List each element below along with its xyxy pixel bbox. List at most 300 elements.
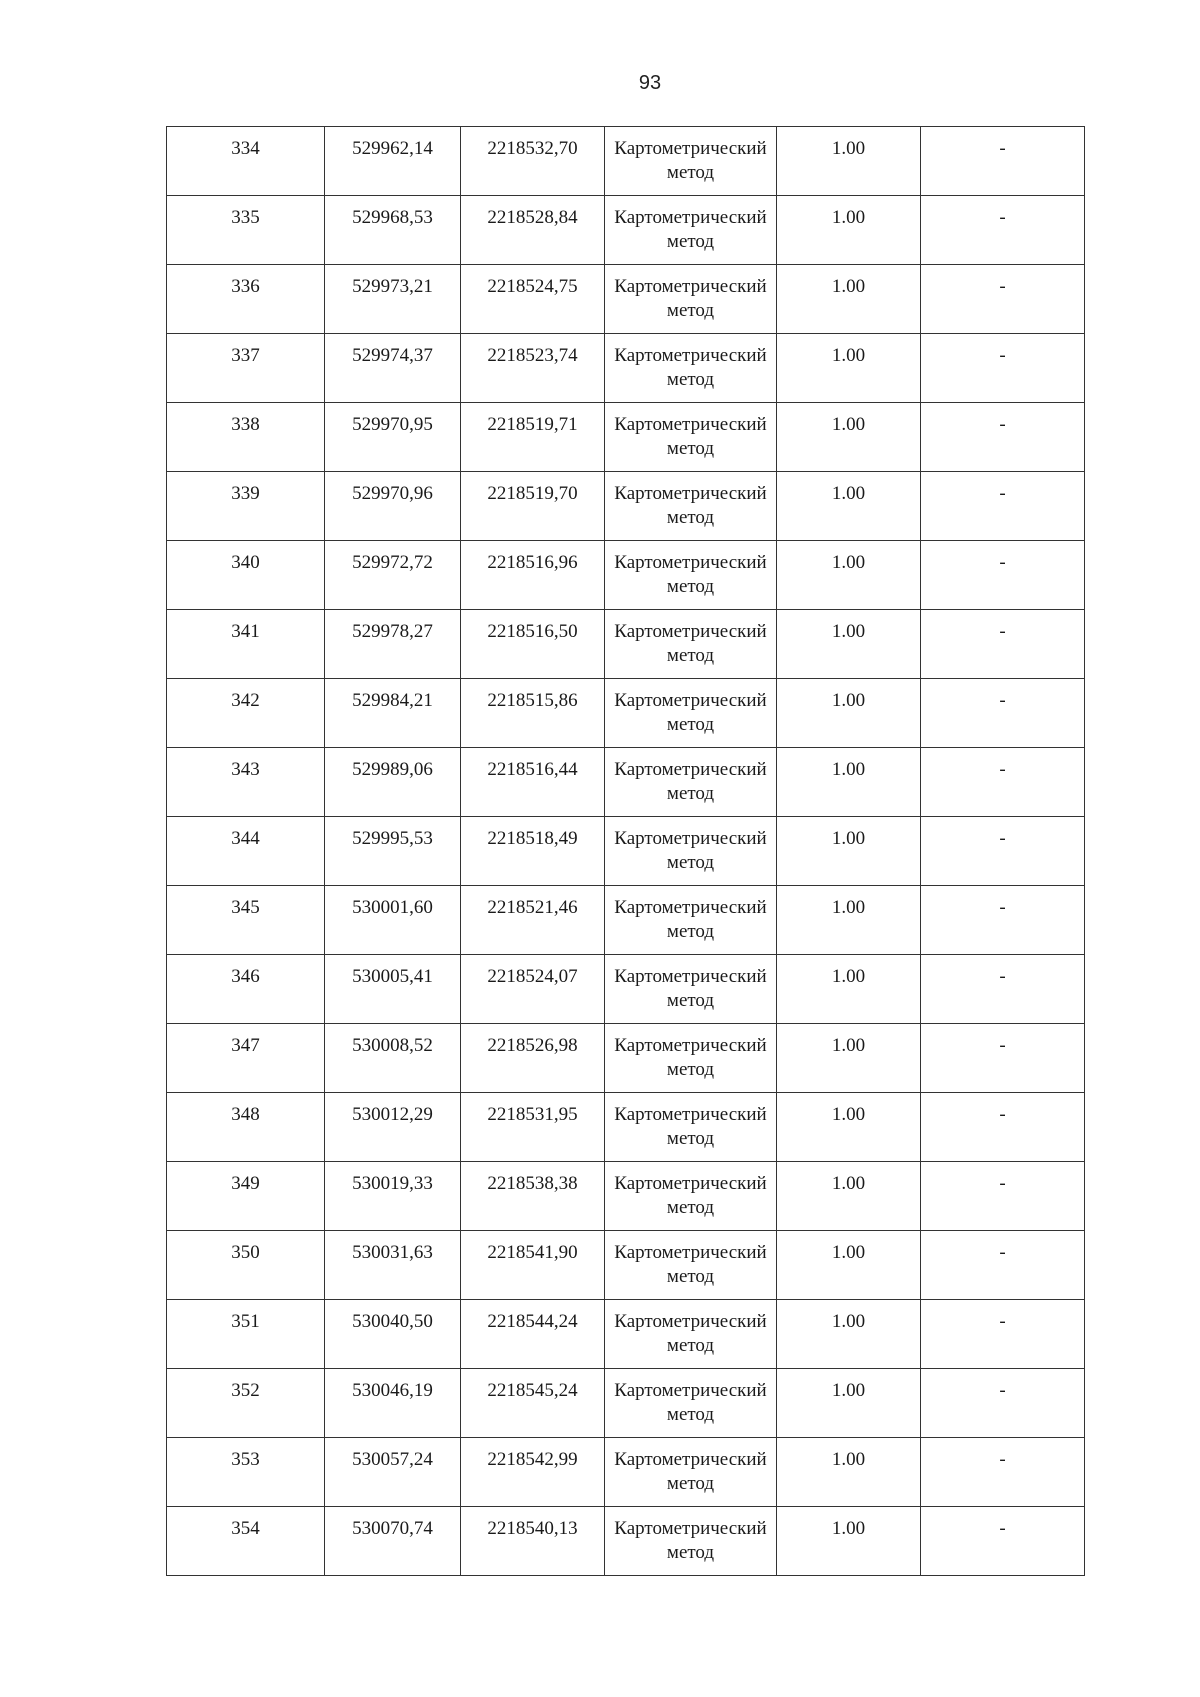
- note-cell: [921, 196, 1085, 265]
- point-number: 334: [231, 138, 260, 159]
- method-cell: [605, 748, 777, 817]
- accuracy-cell: [777, 748, 921, 817]
- y-coordinate-cell: [461, 1300, 605, 1369]
- accuracy-cell: [777, 334, 921, 403]
- point-number-cell: [167, 748, 325, 817]
- x-coordinate-cell: [325, 196, 461, 265]
- accuracy-cell: [777, 1300, 921, 1369]
- note-cell: [921, 1231, 1085, 1300]
- point-number-cell: [167, 127, 325, 196]
- accuracy-cell: [777, 1093, 921, 1162]
- point-number-cell: [167, 472, 325, 541]
- method-line-1: Картометрический: [614, 1311, 767, 1332]
- method-text: [605, 1162, 776, 1220]
- y-coordinate-cell: [461, 748, 605, 817]
- coordinates-table: [166, 126, 1085, 1576]
- accuracy-value: 1.00: [831, 1035, 866, 1056]
- y-coordinate-cell: [461, 265, 605, 334]
- point-number-cell: [167, 1024, 325, 1093]
- x-coordinate-cell: [325, 955, 461, 1024]
- note-cell: [921, 541, 1085, 610]
- method-line-2: метод: [666, 1473, 715, 1494]
- y-coordinate-cell: [461, 955, 605, 1024]
- y-coordinate: 2218544,24: [487, 1311, 578, 1332]
- table-row: [167, 196, 1085, 265]
- method-line-2: метод: [666, 231, 715, 252]
- note-value: -: [999, 897, 1006, 918]
- accuracy-cell: [777, 541, 921, 610]
- y-coordinate-cell: [461, 1369, 605, 1438]
- method-text: [605, 1093, 776, 1151]
- note-value: -: [999, 1311, 1006, 1332]
- table-row: [167, 1438, 1085, 1507]
- method-line-2: метод: [666, 369, 715, 390]
- page-number: 93: [638, 72, 662, 94]
- table-row: [167, 1093, 1085, 1162]
- note-cell: [921, 127, 1085, 196]
- accuracy-value: 1.00: [831, 552, 866, 573]
- point-number: 350: [231, 1242, 260, 1263]
- method-cell: [605, 1369, 777, 1438]
- point-number-cell: [167, 1438, 325, 1507]
- x-coordinate: 530001,60: [352, 897, 433, 918]
- point-number-cell: [167, 679, 325, 748]
- x-coordinate: 529970,96: [352, 483, 433, 504]
- note-cell: [921, 334, 1085, 403]
- note-value: -: [999, 483, 1006, 504]
- y-coordinate-cell: [461, 610, 605, 679]
- method-cell: [605, 1300, 777, 1369]
- table-row: [167, 1507, 1085, 1576]
- method-line-1: Картометрический: [614, 690, 767, 711]
- point-number-cell: [167, 1369, 325, 1438]
- method-cell: [605, 334, 777, 403]
- method-cell: [605, 1162, 777, 1231]
- note-cell: [921, 1369, 1085, 1438]
- method-text: [605, 127, 776, 185]
- point-number: 346: [231, 966, 260, 987]
- method-text: [605, 1507, 776, 1565]
- method-text: [605, 541, 776, 599]
- x-coordinate: 529962,14: [352, 138, 433, 159]
- method-line-2: метод: [666, 1404, 715, 1425]
- method-cell: [605, 817, 777, 886]
- table-row: [167, 403, 1085, 472]
- method-cell: [605, 1093, 777, 1162]
- method-line-2: метод: [666, 507, 715, 528]
- method-cell: [605, 265, 777, 334]
- method-line-2: метод: [666, 1266, 715, 1287]
- method-cell: [605, 403, 777, 472]
- method-line-2: метод: [666, 852, 715, 873]
- x-coordinate: 530031,63: [352, 1242, 433, 1263]
- accuracy-cell: [777, 886, 921, 955]
- method-text: [605, 1231, 776, 1289]
- method-text: [605, 610, 776, 668]
- y-coordinate-cell: [461, 403, 605, 472]
- table-row: [167, 886, 1085, 955]
- accuracy-value: 1.00: [831, 1311, 866, 1332]
- y-coordinate: 2218516,96: [487, 552, 578, 573]
- y-coordinate: 2218540,13: [487, 1518, 578, 1539]
- note-cell: [921, 1438, 1085, 1507]
- method-line-1: Картометрический: [614, 828, 767, 849]
- table-row: [167, 679, 1085, 748]
- y-coordinate-cell: [461, 1231, 605, 1300]
- point-number: 343: [231, 759, 260, 780]
- accuracy-value: 1.00: [831, 1104, 866, 1125]
- point-number: 348: [231, 1104, 260, 1125]
- accuracy-cell: [777, 1438, 921, 1507]
- accuracy-cell: [777, 127, 921, 196]
- note-value: -: [999, 552, 1006, 573]
- x-coordinate: 530019,33: [352, 1173, 433, 1194]
- note-value: -: [999, 207, 1006, 228]
- y-coordinate-cell: [461, 472, 605, 541]
- point-number: 351: [231, 1311, 260, 1332]
- method-cell: [605, 886, 777, 955]
- method-cell: [605, 472, 777, 541]
- point-number-cell: [167, 403, 325, 472]
- y-coordinate: 2218516,50: [487, 621, 578, 642]
- method-text: [605, 196, 776, 254]
- note-cell: [921, 817, 1085, 886]
- accuracy-value: 1.00: [831, 1518, 866, 1539]
- method-line-2: метод: [666, 921, 715, 942]
- point-number: 347: [231, 1035, 260, 1056]
- accuracy-cell: [777, 265, 921, 334]
- note-cell: [921, 1093, 1085, 1162]
- method-cell: [605, 1024, 777, 1093]
- note-cell: [921, 955, 1085, 1024]
- y-coordinate-cell: [461, 127, 605, 196]
- table-row: [167, 1300, 1085, 1369]
- method-line-1: Картометрический: [614, 1173, 767, 1194]
- point-number: 338: [231, 414, 260, 435]
- accuracy-value: 1.00: [831, 1242, 866, 1263]
- note-cell: [921, 679, 1085, 748]
- accuracy-cell: [777, 196, 921, 265]
- y-coordinate-cell: [461, 679, 605, 748]
- accuracy-value: 1.00: [831, 828, 866, 849]
- table-row: [167, 265, 1085, 334]
- method-line-1: Картометрический: [614, 1104, 767, 1125]
- note-value: -: [999, 138, 1006, 159]
- note-value: -: [999, 276, 1006, 297]
- note-value: -: [999, 1518, 1006, 1539]
- y-coordinate: 2218524,07: [487, 966, 578, 987]
- y-coordinate: 2218538,38: [487, 1173, 578, 1194]
- method-line-2: метод: [666, 576, 715, 597]
- y-coordinate: 2218526,98: [487, 1035, 578, 1056]
- y-coordinate: 2218545,24: [487, 1380, 578, 1401]
- accuracy-value: 1.00: [831, 759, 866, 780]
- x-coordinate: 529968,53: [352, 207, 433, 228]
- method-text: [605, 886, 776, 944]
- point-number: 339: [231, 483, 260, 504]
- point-number: 340: [231, 552, 260, 573]
- y-coordinate-cell: [461, 541, 605, 610]
- method-cell: [605, 541, 777, 610]
- y-coordinate-cell: [461, 1024, 605, 1093]
- accuracy-value: 1.00: [831, 690, 866, 711]
- method-line-2: метод: [666, 162, 715, 183]
- x-coordinate-cell: [325, 817, 461, 886]
- x-coordinate-cell: [325, 472, 461, 541]
- x-coordinate-cell: [325, 748, 461, 817]
- x-coordinate-cell: [325, 403, 461, 472]
- accuracy-cell: [777, 1162, 921, 1231]
- method-line-2: метод: [666, 1059, 715, 1080]
- x-coordinate: 530070,74: [352, 1518, 433, 1539]
- note-cell: [921, 472, 1085, 541]
- x-coordinate: 530005,41: [352, 966, 433, 987]
- method-cell: [605, 679, 777, 748]
- method-text: [605, 1369, 776, 1427]
- x-coordinate: 530008,52: [352, 1035, 433, 1056]
- method-line-1: Картометрический: [614, 1380, 767, 1401]
- x-coordinate-cell: [325, 1507, 461, 1576]
- x-coordinate: 529974,37: [352, 345, 433, 366]
- note-value: -: [999, 1173, 1006, 1194]
- method-line-2: метод: [666, 990, 715, 1011]
- y-coordinate: 2218528,84: [487, 207, 578, 228]
- x-coordinate-cell: [325, 1093, 461, 1162]
- table-row: [167, 1024, 1085, 1093]
- y-coordinate-cell: [461, 1507, 605, 1576]
- y-coordinate: 2218519,70: [487, 483, 578, 504]
- y-coordinate-cell: [461, 1438, 605, 1507]
- point-number: 336: [231, 276, 260, 297]
- point-number-cell: [167, 1300, 325, 1369]
- x-coordinate-cell: [325, 679, 461, 748]
- accuracy-cell: [777, 817, 921, 886]
- method-line-1: Картометрический: [614, 414, 767, 435]
- point-number-cell: [167, 196, 325, 265]
- note-cell: [921, 1162, 1085, 1231]
- table-row: [167, 1162, 1085, 1231]
- y-coordinate: 2218542,99: [487, 1449, 578, 1470]
- note-cell: [921, 1024, 1085, 1093]
- table-row: [167, 955, 1085, 1024]
- point-number-cell: [167, 886, 325, 955]
- method-line-1: Картометрический: [614, 1449, 767, 1470]
- method-line-1: Картометрический: [614, 552, 767, 573]
- accuracy-cell: [777, 1369, 921, 1438]
- method-line-2: метод: [666, 1335, 715, 1356]
- point-number-cell: [167, 955, 325, 1024]
- note-value: -: [999, 345, 1006, 366]
- method-line-2: метод: [666, 645, 715, 666]
- method-line-2: метод: [666, 1197, 715, 1218]
- x-coordinate-cell: [325, 127, 461, 196]
- point-number: 335: [231, 207, 260, 228]
- x-coordinate: 529970,95: [352, 414, 433, 435]
- y-coordinate-cell: [461, 886, 605, 955]
- table-row: [167, 127, 1085, 196]
- y-coordinate: 2218521,46: [487, 897, 578, 918]
- table-row: [167, 748, 1085, 817]
- accuracy-value: 1.00: [831, 414, 866, 435]
- method-line-1: Картометрический: [614, 345, 767, 366]
- method-cell: [605, 196, 777, 265]
- table-body: [167, 127, 1085, 1576]
- method-line-1: Картометрический: [614, 621, 767, 642]
- note-cell: [921, 403, 1085, 472]
- x-coordinate-cell: [325, 1300, 461, 1369]
- x-coordinate: 530057,24: [352, 1449, 433, 1470]
- method-line-2: метод: [666, 1128, 715, 1149]
- accuracy-value: 1.00: [831, 483, 866, 504]
- method-text: [605, 1024, 776, 1082]
- table-row: [167, 541, 1085, 610]
- method-text: [605, 334, 776, 392]
- note-cell: [921, 886, 1085, 955]
- x-coordinate-cell: [325, 334, 461, 403]
- accuracy-cell: [777, 1231, 921, 1300]
- accuracy-value: 1.00: [831, 897, 866, 918]
- y-coordinate: 2218519,71: [487, 414, 578, 435]
- note-value: -: [999, 1104, 1006, 1125]
- method-cell: [605, 127, 777, 196]
- note-cell: [921, 748, 1085, 817]
- point-number: 341: [231, 621, 260, 642]
- note-value: -: [999, 621, 1006, 642]
- method-line-1: Картометрический: [614, 276, 767, 297]
- note-value: -: [999, 828, 1006, 849]
- accuracy-cell: [777, 610, 921, 679]
- method-line-2: метод: [666, 1542, 715, 1563]
- x-coordinate: 529995,53: [352, 828, 433, 849]
- point-number: 349: [231, 1173, 260, 1194]
- note-value: -: [999, 1035, 1006, 1056]
- accuracy-value: 1.00: [831, 1449, 866, 1470]
- note-value: -: [999, 759, 1006, 780]
- y-coordinate-cell: [461, 1093, 605, 1162]
- y-coordinate: 2218523,74: [487, 345, 578, 366]
- point-number: 353: [231, 1449, 260, 1470]
- x-coordinate-cell: [325, 886, 461, 955]
- table-row: [167, 472, 1085, 541]
- x-coordinate: 529989,06: [352, 759, 433, 780]
- point-number-cell: [167, 610, 325, 679]
- table-row: [167, 1369, 1085, 1438]
- note-value: -: [999, 966, 1006, 987]
- y-coordinate-cell: [461, 817, 605, 886]
- method-text: [605, 955, 776, 1013]
- method-line-1: Картометрический: [614, 966, 767, 987]
- method-line-1: Картометрический: [614, 138, 767, 159]
- table-row: [167, 817, 1085, 886]
- method-line-2: метод: [666, 438, 715, 459]
- method-line-1: Картометрический: [614, 897, 767, 918]
- x-coordinate-cell: [325, 265, 461, 334]
- y-coordinate: 2218518,49: [487, 828, 578, 849]
- x-coordinate-cell: [325, 1162, 461, 1231]
- x-coordinate-cell: [325, 610, 461, 679]
- method-text: [605, 748, 776, 806]
- accuracy-cell: [777, 472, 921, 541]
- point-number-cell: [167, 1507, 325, 1576]
- x-coordinate-cell: [325, 1231, 461, 1300]
- accuracy-value: 1.00: [831, 345, 866, 366]
- accuracy-value: 1.00: [831, 138, 866, 159]
- method-text: [605, 817, 776, 875]
- note-value: -: [999, 1449, 1006, 1470]
- method-line-1: Картометрический: [614, 483, 767, 504]
- method-text: [605, 679, 776, 737]
- method-line-1: Картометрический: [614, 759, 767, 780]
- method-line-2: метод: [666, 714, 715, 735]
- point-number: 352: [231, 1380, 260, 1401]
- method-text: [605, 1438, 776, 1496]
- note-cell: [921, 265, 1085, 334]
- accuracy-cell: [777, 403, 921, 472]
- point-number-cell: [167, 1231, 325, 1300]
- x-coordinate-cell: [325, 1369, 461, 1438]
- accuracy-cell: [777, 1024, 921, 1093]
- y-coordinate-cell: [461, 1162, 605, 1231]
- note-cell: [921, 1507, 1085, 1576]
- y-coordinate: 2218531,95: [487, 1104, 578, 1125]
- method-text: [605, 403, 776, 461]
- accuracy-cell: [777, 679, 921, 748]
- point-number-cell: [167, 334, 325, 403]
- accuracy-value: 1.00: [831, 621, 866, 642]
- y-coordinate: 2218516,44: [487, 759, 578, 780]
- point-number-cell: [167, 1093, 325, 1162]
- x-coordinate: 529973,21: [352, 276, 433, 297]
- accuracy-value: 1.00: [831, 1173, 866, 1194]
- note-value: -: [999, 1242, 1006, 1263]
- accuracy-cell: [777, 955, 921, 1024]
- x-coordinate-cell: [325, 1024, 461, 1093]
- y-coordinate: 2218532,70: [487, 138, 578, 159]
- table-row: [167, 610, 1085, 679]
- table-row: [167, 1231, 1085, 1300]
- method-line-2: метод: [666, 783, 715, 804]
- x-coordinate: 529978,27: [352, 621, 433, 642]
- point-number: 345: [231, 897, 260, 918]
- x-coordinate-cell: [325, 541, 461, 610]
- y-coordinate-cell: [461, 334, 605, 403]
- note-value: -: [999, 690, 1006, 711]
- x-coordinate: 530012,29: [352, 1104, 433, 1125]
- point-number: 342: [231, 690, 260, 711]
- method-text: [605, 472, 776, 530]
- method-cell: [605, 610, 777, 679]
- x-coordinate: 530046,19: [352, 1380, 433, 1401]
- method-cell: [605, 955, 777, 1024]
- note-value: -: [999, 1380, 1006, 1401]
- method-line-1: Картометрический: [614, 207, 767, 228]
- method-text: [605, 1300, 776, 1358]
- y-coordinate-cell: [461, 196, 605, 265]
- point-number: 354: [231, 1518, 260, 1539]
- method-cell: [605, 1438, 777, 1507]
- method-line-2: метод: [666, 300, 715, 321]
- accuracy-cell: [777, 1507, 921, 1576]
- method-text: [605, 265, 776, 323]
- point-number-cell: [167, 817, 325, 886]
- x-coordinate: 529984,21: [352, 690, 433, 711]
- x-coordinate: 529972,72: [352, 552, 433, 573]
- method-line-1: Картометрический: [614, 1242, 767, 1263]
- y-coordinate: 2218541,90: [487, 1242, 578, 1263]
- method-line-1: Картометрический: [614, 1035, 767, 1056]
- y-coordinate: 2218524,75: [487, 276, 578, 297]
- y-coordinate: 2218515,86: [487, 690, 578, 711]
